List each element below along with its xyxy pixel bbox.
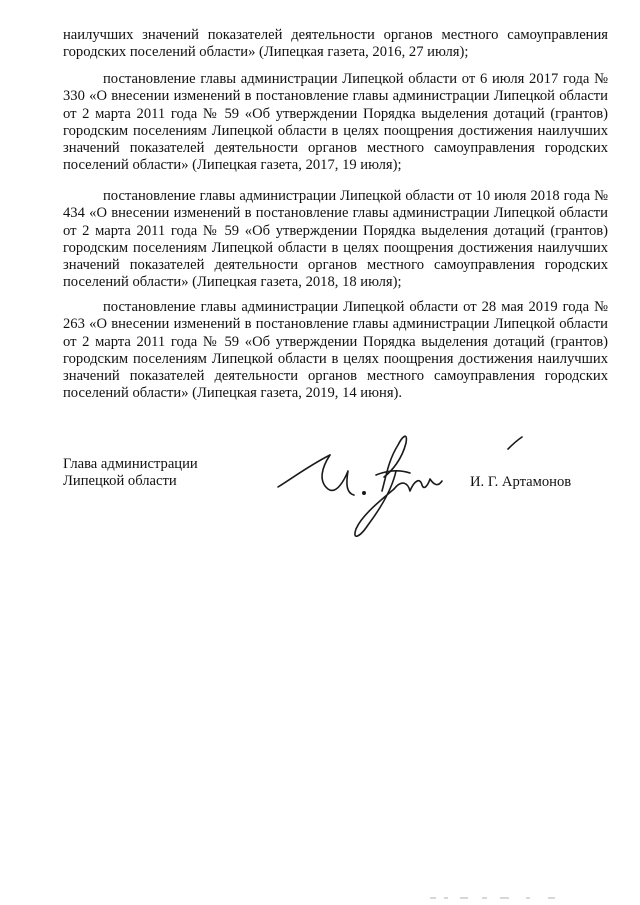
paragraph-continuation: наилучших значений показателей деятельности органов местного самоуправления городских поселений области» (Липецкая газета, 2016, 27 июля); (63, 27, 608, 61)
paragraph-resolution-2018: постановление главы администрации Липецкой области от 10 июля 2018 года № 434 «О внесении изменений в постановление главы администрации Липецкой области от 2 марта 2011 года № 59 «Об утверждении Порядка выделения дотаций (грантов) городским поселениям Липецкой области в целях поощрения достижения наилучших значений показателей деятельности органов местного самоуправления городских поселений области» (Липецкая газета, 2018, 18 июля); (63, 188, 608, 291)
scan-artifact (430, 896, 580, 900)
signatory-name: И. Г. Артамонов (470, 474, 572, 490)
paragraph-resolution-2019: постановление главы администрации Липецкой области от 28 мая 2019 года № 263 «О внесении изменений в постановление главы администрации Липецкой области от 2 марта 2011 года № 59 «Об утверждении Порядка выделения дотаций (грантов) городским поселениям Липецкой области в целях поощрения достижения наилучших значений показателей деятельности органов местного самоуправления городских поселений области» (Липецкая газета, 2019, 14 июня). (63, 299, 608, 402)
paragraph-resolution-2017: постановление главы администрации Липецкой области от 6 июля 2017 года № 330 «О внесении изменений в постановление главы администрации Липецкой области от 2 марта 2011 года № 59 «Об утверждении Порядка выделения дотаций (грантов) городским поселениям Липецкой области в целях поощрения достижения наилучших значений показателей деятельности органов местного самоуправления городских поселений области» (Липецкая газета, 2017, 19 июля); (63, 71, 608, 174)
signatory-title: Глава администрации Липецкой области (63, 456, 198, 490)
